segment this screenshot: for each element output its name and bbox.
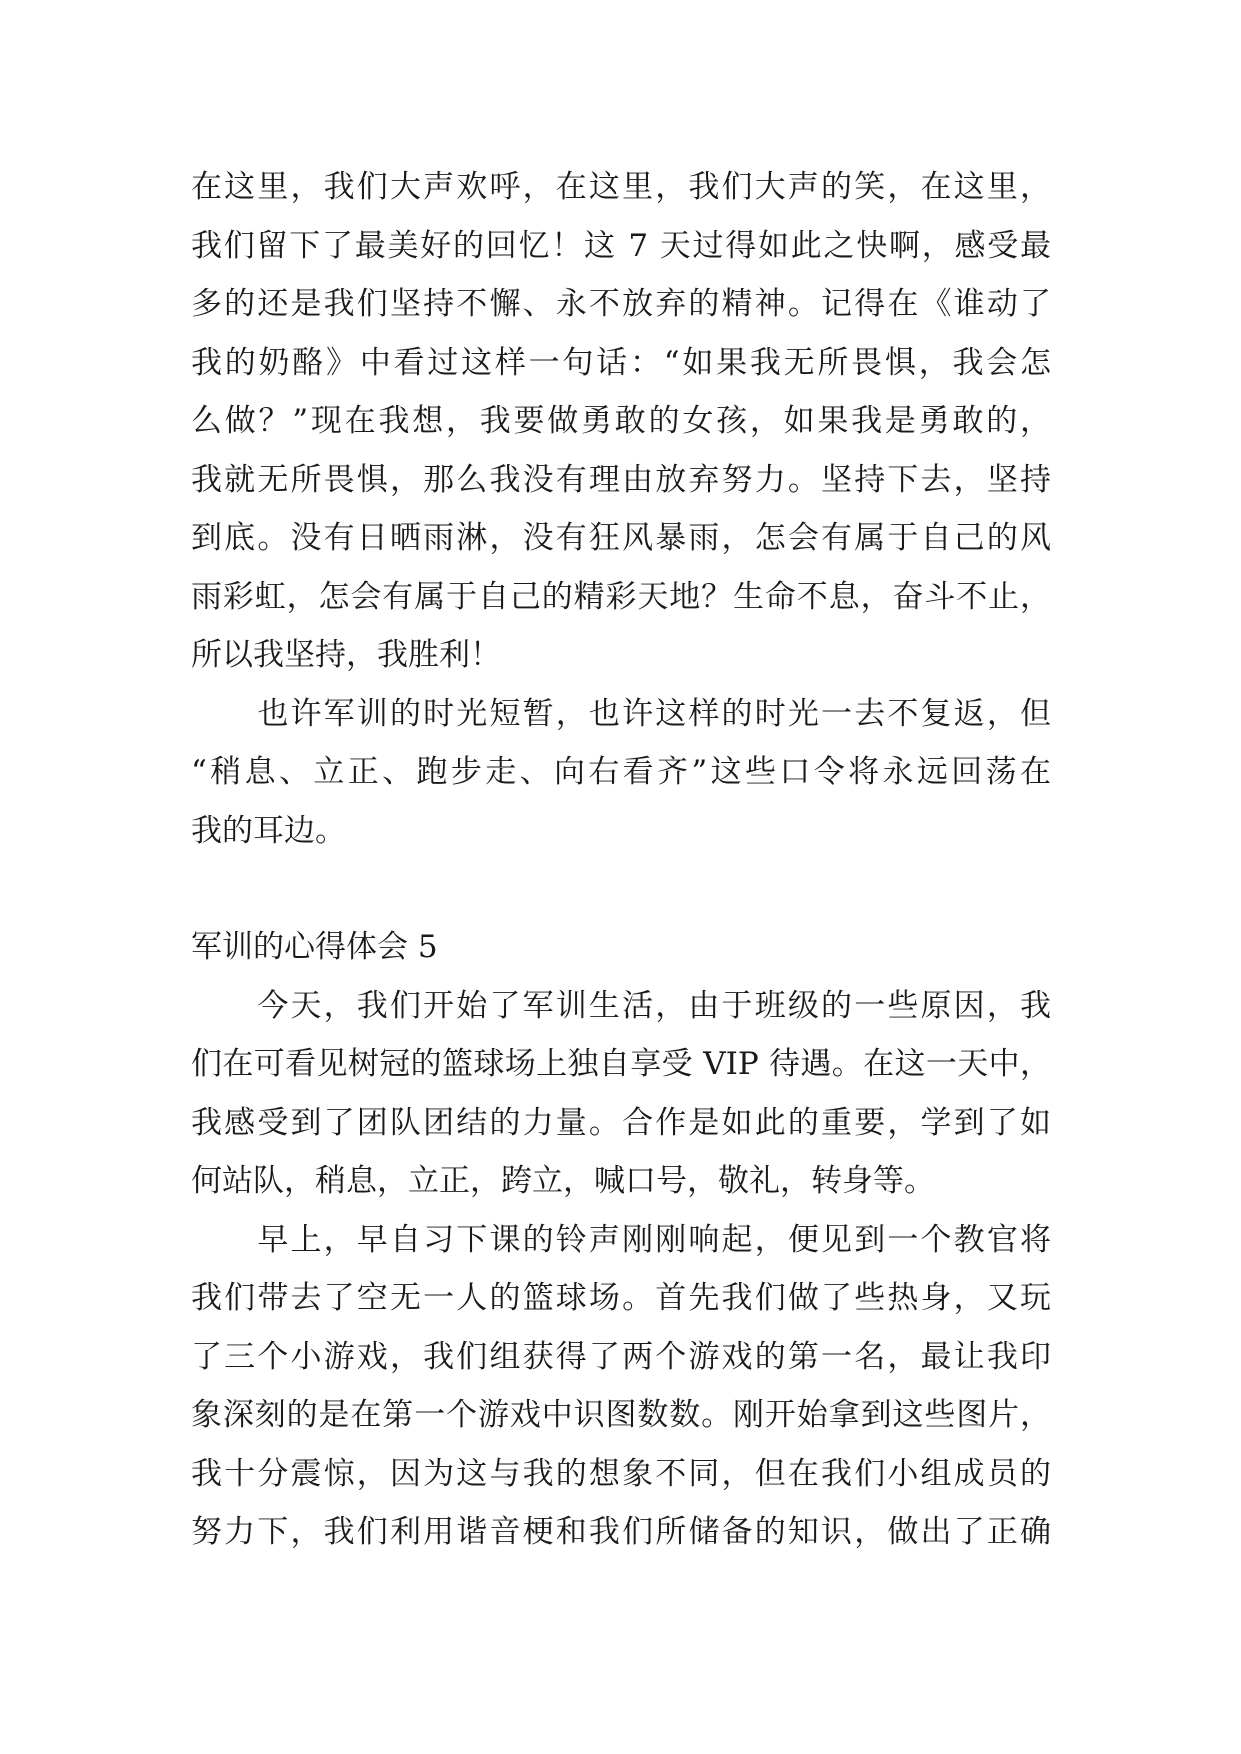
text-line: 我十分震惊，因为这与我的想象不同，但在我们小组成员的 <box>191 1455 1051 1492</box>
text-line: 么做？”现在我想，我要做勇敢的女孩，如果我是勇敢的， <box>191 403 1051 439</box>
text-line: “稍息、立正、跑步走、向右看齐”这些口令将永远回荡在 <box>191 754 1051 790</box>
text-line: 我们留下了最美好的回忆！这 7 天过得如此之快啊，感受最 <box>191 227 1051 264</box>
section-heading: 军训的心得体会 5 <box>191 929 438 965</box>
text-line: 了三个小游戏，我们组获得了两个游戏的第一名，最让我印 <box>191 1338 1051 1375</box>
text-line: 所以我坚持，我胜利！ <box>191 637 501 673</box>
text-line: 今天，我们开始了军训生活，由于班级的一些原因，我 <box>191 987 1051 1024</box>
text-line: 早上，早自习下课的铃声刚刚响起，便见到一个教官将 <box>191 1221 1051 1258</box>
text-line: 我的奶酪》中看过这样一句话：“如果我无所畏惧，我会怎 <box>191 344 1051 381</box>
text-line: 何站队，稍息，立正，跨立，喊口号，敬礼，转身等。 <box>191 1163 935 1199</box>
paragraph-1 <box>191 158 1051 685</box>
text-line: 努力下，我们利用谐音梗和我们所储备的知识，做出了正确 <box>191 1514 1051 1550</box>
paragraph-3 <box>191 977 1051 1211</box>
text-line: 我们带去了空无一人的篮球场。首先我们做了些热身，又玩 <box>191 1280 1051 1316</box>
text-line: 我感受到了团队团结的力量。合作是如此的重要，学到了如 <box>191 1104 1051 1141</box>
text-line: 们在可看见树冠的篮球场上独自享受 VIP 待遇。在这一天中， <box>191 1046 1051 1082</box>
text-line: 多的还是我们坚持不懈、永不放弃的精神。记得在《谁动了 <box>191 286 1051 322</box>
text-line: 到底。没有日晒雨淋，没有狂风暴雨，怎会有属于自己的风 <box>191 520 1051 556</box>
text-line: 在这里，我们大声欢呼，在这里，我们大声的笑，在这里， <box>191 169 1051 205</box>
text-line: 雨彩虹，怎会有属于自己的精彩天地？生命不息，奋斗不止， <box>191 578 1051 615</box>
text-line: 我就无所畏惧，那么我没有理由放弃努力。坚持下去，坚持 <box>191 461 1051 498</box>
paragraph-4 <box>191 1211 1051 1562</box>
text-line: 我的耳边。 <box>191 812 346 849</box>
text-line: 象深刻的是在第一个游戏中识图数数。刚开始拿到这些图片， <box>191 1397 1051 1433</box>
text-line: 也许军训的时光短暂，也许这样的时光一去不复返，但 <box>191 695 1051 732</box>
paragraph-2 <box>191 685 1051 861</box>
document-body <box>191 158 1051 1562</box>
